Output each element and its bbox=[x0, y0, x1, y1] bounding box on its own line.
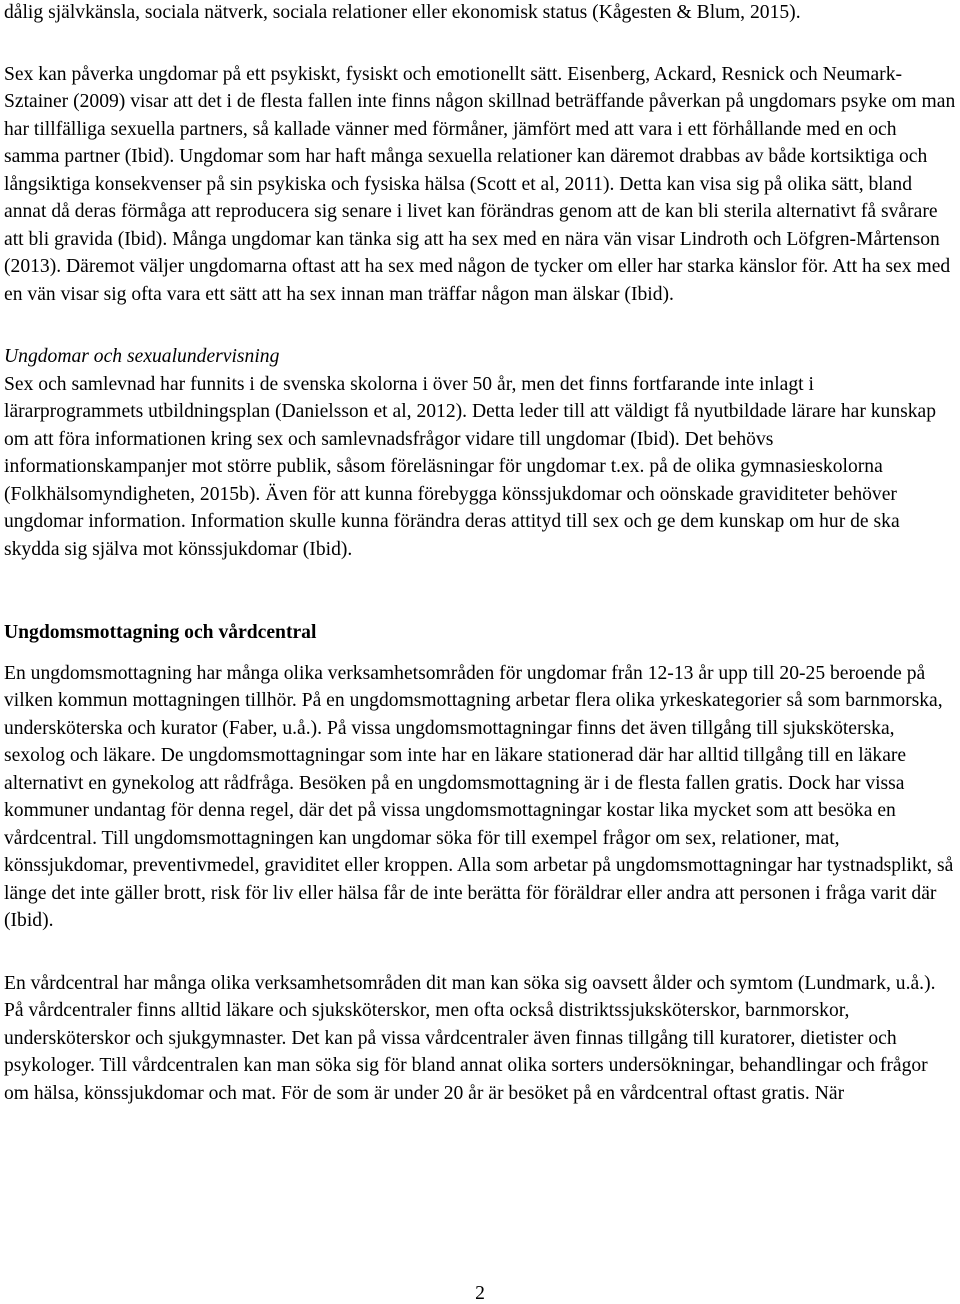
paragraph-intro-continued: dålig självkänsla, sociala nätverk, sociala relationer eller ekonomisk status (Kågesten & Blum, 2015). bbox=[4, 2, 801, 23]
paragraph-sex-effects: Sex kan påverka ungdomar på ett psykiskt, fysiskt och emotionellt sätt. Eisenberg, Ackard, Resnick och Neumark-Sztainer (2009) visar att det i de flesta fallen inte finns någon skillnad beträffande påverkan på ungdomars psyke om man har tillfälliga sexuella partners, så kallade vänner med förmåner, jämfört med att vara i ett förhållande med en och samma partner (Ibid). Ungdomar som har haft många sexuella relationer kan däremot drabbas av både kortsiktiga och långsiktiga konsekvenser på sin psykiska och fysiska hälsa (Scott et al, 2011). Detta kan visa sig på olika sätt, bland annat då deras förmåga att reproducera sig senare i livet kan förändras genom att de kan bli sterila alternativt få svårare att bli gravida (Ibid). Många ungdomar kan tänka sig att ha sex med en nära vän visar Lindroth och Löfgren-Mårtenson (2013). Däremot väljer ungdomarna oftast att ha sex med någon de tycker om eller har starka känslor för. Att ha sex med en vän visar sig ofta vara ett sätt att ha sex innan man träffar någon man älskar (Ibid). bbox=[4, 63, 956, 305]
document-page bbox=[4, 0, 956, 1107]
heading-ungdomsmottagning: Ungdomsmottagning och vårdcentral bbox=[4, 622, 317, 643]
paragraph-health-center: En vårdcentral har många olika verksamhetsområden dit man kan söka sig oavsett ålder och symtom (Lundmark, u.å.). På vårdcentraler finns alltid läkare och sjuksköterskor, men ofta också distriktssjuksköterskor, barnmorskor, undersköterskor och sjukgymnaster. Det kan på vissa vårdcentraler även finnas tillgång till kuratorer, dietister och psykologer. Till vårdcentralen kan man söka sig för bland annat olika sorters undersökningar, behandlingar och frågor om hälsa, könssjukdomar och mat. För de som är under 20 år är besöket på en vårdcentral oftast gratis. När bbox=[4, 972, 936, 1104]
heading-sexualundervisning: Ungdomar och sexualundervisning bbox=[4, 346, 280, 367]
paragraph-youth-clinic: En ungdomsmottagning har många olika verksamhetsområden för ungdomar från 12-13 år upp till 20-25 beroende på vilken kommun mottagningen tillhör. På en ungdomsmottagning arbetar flera olika yrkeskategorier så som barnmorska, undersköterska och kurator (Faber, u.å.). På vissa ungdomsmottagningar finns det även tillgång till sjuksköterska, sexolog och läkare. De ungdomsmottagningar som inte har en läkare stationerad där har alltid tillgång till en läkare alternativt en gynekolog att rådfråga. Besöken på en ungdomsmottagning är i de flesta fallen gratis. Dock har vissa kommuner undantag för denna regel, där det på vissa ungdomsmottagningar kostar lika mycket som att besöka en vårdcentral. Till ungdomsmottagningen kan ungdomar söka för till exempel frågor om sex, relationer, mat, könssjukdomar, preventivmedel, graviditet eller kroppen. Alla som arbetar på ungdomsmottagningar har tystnadsplikt, så länge det inte gäller brott, risk för liv eller hälsa får de inte berätta för föräldrar eller andra att personen i fråga varit där (Ibid). bbox=[4, 662, 954, 931]
page-number: 2 bbox=[475, 1283, 485, 1304]
paragraph-sex-education: Sex och samlevnad har funnits i de svenska skolorna i över 50 år, men det finns fortfarande inte inlagt i lärarprogrammets utbildningsplan (Danielsson et al, 2012). Detta leder till att väldigt få nyutbildade lärare har kunskap om att föra informationen kring sex och samlevnadsfrågor vidare till ungdomar (Ibid). Det behövs informationskampanjer mot större publik, såsom föreläsningar för ungdomar t.ex. på de olika gymnasieskolorna (Folkhälsomyndigheten, 2015b). Även för att kunna förebygga könssjukdomar och oönskade graviditeter behöver ungdomar information. Information skulle kunna förändra deras attityd till sex och ge dem kunskap om hur de ska skydda sig själva mot könssjukdomar (Ibid). bbox=[4, 373, 937, 560]
